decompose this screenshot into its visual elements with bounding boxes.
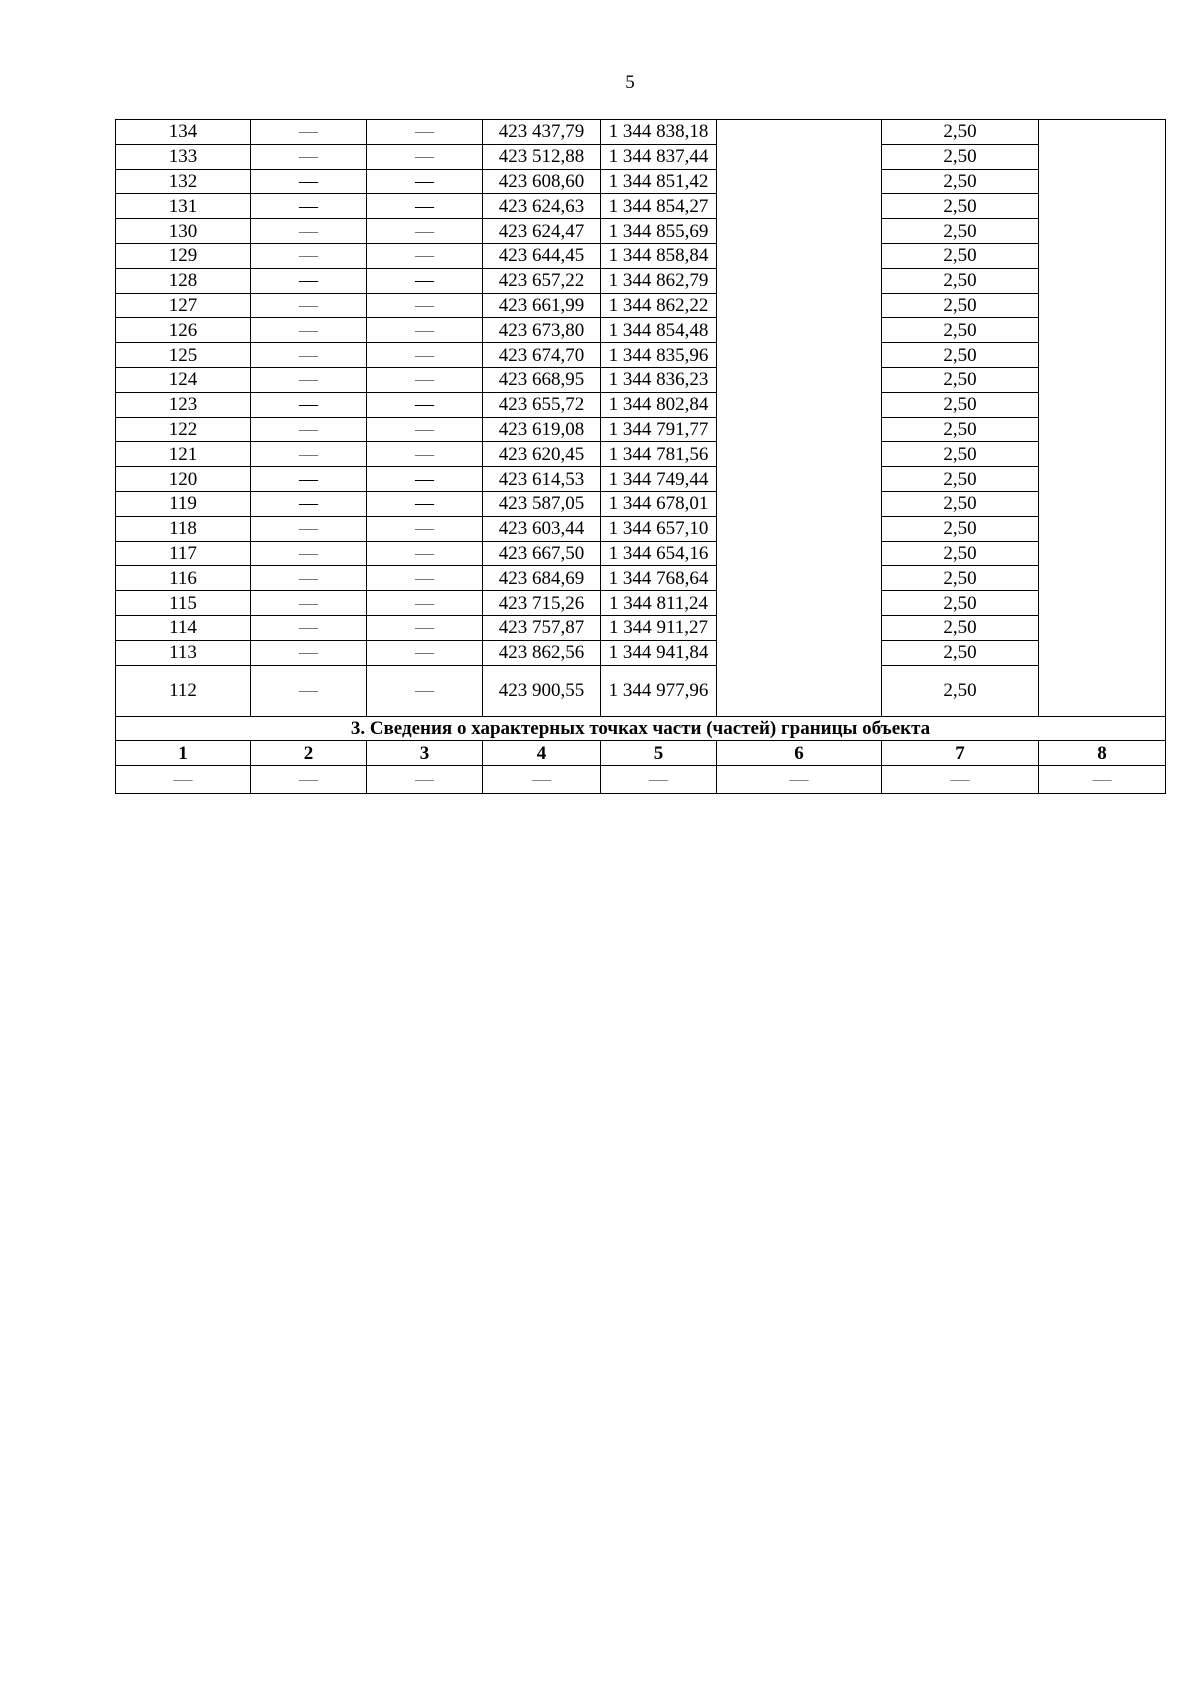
accuracy-cell: 2,50 <box>882 615 1039 640</box>
page-number: 5 <box>625 72 635 93</box>
empty-cell <box>717 243 882 268</box>
x-coordinate-cell: 423 512,88 <box>483 144 601 169</box>
table-row <box>116 541 1166 566</box>
boundary-points-table <box>115 119 1166 794</box>
section-3-header-row <box>116 741 1166 766</box>
accuracy-cell: 2,50 <box>882 219 1039 244</box>
dash-cell: — <box>251 417 367 442</box>
dash-cell: — <box>367 665 483 716</box>
y-coordinate-cell: 1 344 854,48 <box>601 318 717 343</box>
empty-cell <box>717 392 882 417</box>
table-row <box>116 318 1166 343</box>
accuracy-cell: 2,50 <box>882 516 1039 541</box>
point-number-cell: 132 <box>116 169 251 194</box>
point-number-cell: 128 <box>116 268 251 293</box>
accuracy-cell: 2,50 <box>882 293 1039 318</box>
empty-cell <box>717 219 882 244</box>
dash-cell: — <box>251 243 367 268</box>
dash-cell: — <box>367 243 483 268</box>
accuracy-cell: 2,50 <box>882 194 1039 219</box>
dash-cell: — <box>367 343 483 368</box>
dash-cell: — <box>367 318 483 343</box>
empty-cell <box>717 467 882 492</box>
y-coordinate-cell: 1 344 781,56 <box>601 442 717 467</box>
table-row <box>116 491 1166 516</box>
table-row <box>116 566 1166 591</box>
empty-cell <box>717 516 882 541</box>
accuracy-cell: 2,50 <box>882 640 1039 665</box>
x-coordinate-cell: 423 657,22 <box>483 268 601 293</box>
dash-cell: — <box>367 491 483 516</box>
dash-cell: — <box>251 343 367 368</box>
dash-cell: — <box>367 219 483 244</box>
y-coordinate-cell: 1 344 835,96 <box>601 343 717 368</box>
point-number-cell: 130 <box>116 219 251 244</box>
empty-cell <box>717 541 882 566</box>
point-number-cell: 120 <box>116 467 251 492</box>
y-coordinate-cell: 1 344 838,18 <box>601 120 717 145</box>
empty-cell <box>717 566 882 591</box>
empty-cell <box>717 615 882 640</box>
x-coordinate-cell: 423 614,53 <box>483 467 601 492</box>
x-coordinate-cell: 423 608,60 <box>483 169 601 194</box>
empty-cell <box>717 144 882 169</box>
table-row <box>116 417 1166 442</box>
accuracy-cell: 2,50 <box>882 541 1039 566</box>
accuracy-cell: 2,50 <box>882 169 1039 194</box>
dash-cell: — <box>367 615 483 640</box>
empty-cell <box>717 293 882 318</box>
x-coordinate-cell: 423 624,63 <box>483 194 601 219</box>
x-coordinate-cell: 423 619,08 <box>483 417 601 442</box>
point-number-cell: 116 <box>116 566 251 591</box>
point-number-cell: 125 <box>116 343 251 368</box>
dash-cell: — <box>367 268 483 293</box>
table-row <box>116 293 1166 318</box>
dash-cell: — <box>251 367 367 392</box>
table-row <box>116 367 1166 392</box>
empty-cell <box>717 343 882 368</box>
points-body <box>116 120 1166 717</box>
y-coordinate-cell: 1 344 911,27 <box>601 615 717 640</box>
dash-cell: — <box>367 120 483 145</box>
y-coordinate-cell: 1 344 862,22 <box>601 293 717 318</box>
column-header: 1 <box>116 741 251 766</box>
dash-cell: — <box>367 591 483 616</box>
empty-cell <box>717 491 882 516</box>
dash-cell: — <box>251 268 367 293</box>
table-row <box>116 591 1166 616</box>
y-coordinate-cell: 1 344 654,16 <box>601 541 717 566</box>
dash-cell: — <box>251 219 367 244</box>
empty-value: — <box>483 766 601 794</box>
x-coordinate-cell: 423 620,45 <box>483 442 601 467</box>
dash-cell: — <box>367 442 483 467</box>
accuracy-cell: 2,50 <box>882 665 1039 716</box>
point-number-cell: 118 <box>116 516 251 541</box>
accuracy-cell: 2,50 <box>882 417 1039 442</box>
dash-cell: — <box>251 144 367 169</box>
empty-cell <box>717 318 882 343</box>
point-number-cell: 129 <box>116 243 251 268</box>
table-row <box>116 194 1166 219</box>
dash-cell: — <box>251 467 367 492</box>
dash-cell: — <box>367 367 483 392</box>
dash-cell: — <box>367 516 483 541</box>
x-coordinate-cell: 423 684,69 <box>483 566 601 591</box>
dash-cell: — <box>251 318 367 343</box>
x-coordinate-cell: 423 437,79 <box>483 120 601 145</box>
x-coordinate-cell: 423 661,99 <box>483 293 601 318</box>
dash-cell: — <box>251 591 367 616</box>
dash-cell: — <box>367 640 483 665</box>
y-coordinate-cell: 1 344 862,79 <box>601 268 717 293</box>
section-3-title-row <box>116 716 1166 741</box>
table-row <box>116 343 1166 368</box>
y-coordinate-cell: 1 344 791,77 <box>601 417 717 442</box>
dash-cell: — <box>251 392 367 417</box>
column-header: 7 <box>882 741 1039 766</box>
section-3-title: 3. Сведения о характерных точках части (частей) границы объекта <box>116 716 1166 741</box>
y-coordinate-cell: 1 344 855,69 <box>601 219 717 244</box>
dash-cell: — <box>367 169 483 194</box>
x-coordinate-cell: 423 673,80 <box>483 318 601 343</box>
point-number-cell: 134 <box>116 120 251 145</box>
y-coordinate-cell: 1 344 768,64 <box>601 566 717 591</box>
column-header: 6 <box>717 741 882 766</box>
dash-cell: — <box>251 194 367 219</box>
accuracy-cell: 2,50 <box>882 268 1039 293</box>
x-coordinate-cell: 423 900,55 <box>483 665 601 716</box>
column-header: 2 <box>251 741 367 766</box>
section-3-empty-row <box>116 766 1166 794</box>
dash-cell: — <box>367 467 483 492</box>
empty-cell <box>717 120 882 145</box>
empty-cell <box>717 665 882 716</box>
empty-cell <box>717 268 882 293</box>
table-row <box>116 219 1166 244</box>
accuracy-cell: 2,50 <box>882 566 1039 591</box>
x-coordinate-cell: 423 587,05 <box>483 491 601 516</box>
dash-cell: — <box>367 392 483 417</box>
accuracy-cell: 2,50 <box>882 467 1039 492</box>
empty-value: — <box>882 766 1039 794</box>
y-coordinate-cell: 1 344 858,84 <box>601 243 717 268</box>
accuracy-cell: 2,50 <box>882 591 1039 616</box>
x-coordinate-cell: 423 862,56 <box>483 640 601 665</box>
point-number-cell: 115 <box>116 591 251 616</box>
x-coordinate-cell: 423 668,95 <box>483 367 601 392</box>
table-row <box>116 516 1166 541</box>
x-coordinate-cell: 423 655,72 <box>483 392 601 417</box>
x-coordinate-cell: 423 715,26 <box>483 591 601 616</box>
y-coordinate-cell: 1 344 678,01 <box>601 491 717 516</box>
accuracy-cell: 2,50 <box>882 243 1039 268</box>
accuracy-cell: 2,50 <box>882 318 1039 343</box>
dash-cell: — <box>367 293 483 318</box>
empty-cell <box>717 591 882 616</box>
empty-cell <box>717 442 882 467</box>
point-number-cell: 124 <box>116 367 251 392</box>
y-coordinate-cell: 1 344 749,44 <box>601 467 717 492</box>
point-number-cell: 113 <box>116 640 251 665</box>
y-coordinate-cell: 1 344 837,44 <box>601 144 717 169</box>
y-coordinate-cell: 1 344 657,10 <box>601 516 717 541</box>
accuracy-cell: 2,50 <box>882 120 1039 145</box>
point-number-cell: 122 <box>116 417 251 442</box>
table-row <box>116 442 1166 467</box>
point-number-cell: 126 <box>116 318 251 343</box>
accuracy-cell: 2,50 <box>882 367 1039 392</box>
empty-cell <box>717 367 882 392</box>
y-coordinate-cell: 1 344 851,42 <box>601 169 717 194</box>
x-coordinate-cell: 423 644,45 <box>483 243 601 268</box>
y-coordinate-cell: 1 344 854,27 <box>601 194 717 219</box>
dash-cell: — <box>251 442 367 467</box>
dash-cell: — <box>367 144 483 169</box>
empty-value: — <box>367 766 483 794</box>
dash-cell: — <box>251 169 367 194</box>
point-number-cell: 127 <box>116 293 251 318</box>
dash-cell: — <box>251 293 367 318</box>
table-row <box>116 615 1166 640</box>
y-coordinate-cell: 1 344 941,84 <box>601 640 717 665</box>
column-header: 8 <box>1039 741 1166 766</box>
table-row <box>116 268 1166 293</box>
empty-value: — <box>1039 766 1166 794</box>
empty-value: — <box>251 766 367 794</box>
table-row <box>116 467 1166 492</box>
point-number-cell: 117 <box>116 541 251 566</box>
point-number-cell: 133 <box>116 144 251 169</box>
accuracy-cell: 2,50 <box>882 442 1039 467</box>
table-row <box>116 169 1166 194</box>
dash-cell: — <box>367 194 483 219</box>
empty-cell <box>717 417 882 442</box>
point-number-cell: 119 <box>116 491 251 516</box>
empty-cell <box>717 194 882 219</box>
x-coordinate-cell: 423 624,47 <box>483 219 601 244</box>
x-coordinate-cell: 423 674,70 <box>483 343 601 368</box>
table-row <box>116 640 1166 665</box>
table-row <box>116 144 1166 169</box>
empty-merged-cell <box>1039 120 1166 717</box>
dash-cell: — <box>251 516 367 541</box>
empty-value: — <box>116 766 251 794</box>
accuracy-cell: 2,50 <box>882 144 1039 169</box>
empty-cell <box>717 169 882 194</box>
dash-cell: — <box>251 541 367 566</box>
accuracy-cell: 2,50 <box>882 491 1039 516</box>
empty-value: — <box>601 766 717 794</box>
y-coordinate-cell: 1 344 811,24 <box>601 591 717 616</box>
column-header: 3 <box>367 741 483 766</box>
point-number-cell: 112 <box>116 665 251 716</box>
dash-cell: — <box>251 120 367 145</box>
point-number-cell: 131 <box>116 194 251 219</box>
x-coordinate-cell: 423 667,50 <box>483 541 601 566</box>
point-number-cell: 114 <box>116 615 251 640</box>
accuracy-cell: 2,50 <box>882 392 1039 417</box>
x-coordinate-cell: 423 603,44 <box>483 516 601 541</box>
point-number-cell: 123 <box>116 392 251 417</box>
column-header: 5 <box>601 741 717 766</box>
dash-cell: — <box>251 615 367 640</box>
table-row <box>116 120 1166 145</box>
y-coordinate-cell: 1 344 802,84 <box>601 392 717 417</box>
dash-cell: — <box>251 491 367 516</box>
dash-cell: — <box>251 665 367 716</box>
column-header: 4 <box>483 741 601 766</box>
dash-cell: — <box>367 566 483 591</box>
point-number-cell: 121 <box>116 442 251 467</box>
accuracy-cell: 2,50 <box>882 343 1039 368</box>
empty-cell <box>717 640 882 665</box>
dash-cell: — <box>367 541 483 566</box>
table-row <box>116 665 1166 716</box>
dash-cell: — <box>367 417 483 442</box>
dash-cell: — <box>251 566 367 591</box>
y-coordinate-cell: 1 344 836,23 <box>601 367 717 392</box>
empty-value: — <box>717 766 882 794</box>
dash-cell: — <box>251 640 367 665</box>
x-coordinate-cell: 423 757,87 <box>483 615 601 640</box>
y-coordinate-cell: 1 344 977,96 <box>601 665 717 716</box>
table-row <box>116 392 1166 417</box>
table-row <box>116 243 1166 268</box>
